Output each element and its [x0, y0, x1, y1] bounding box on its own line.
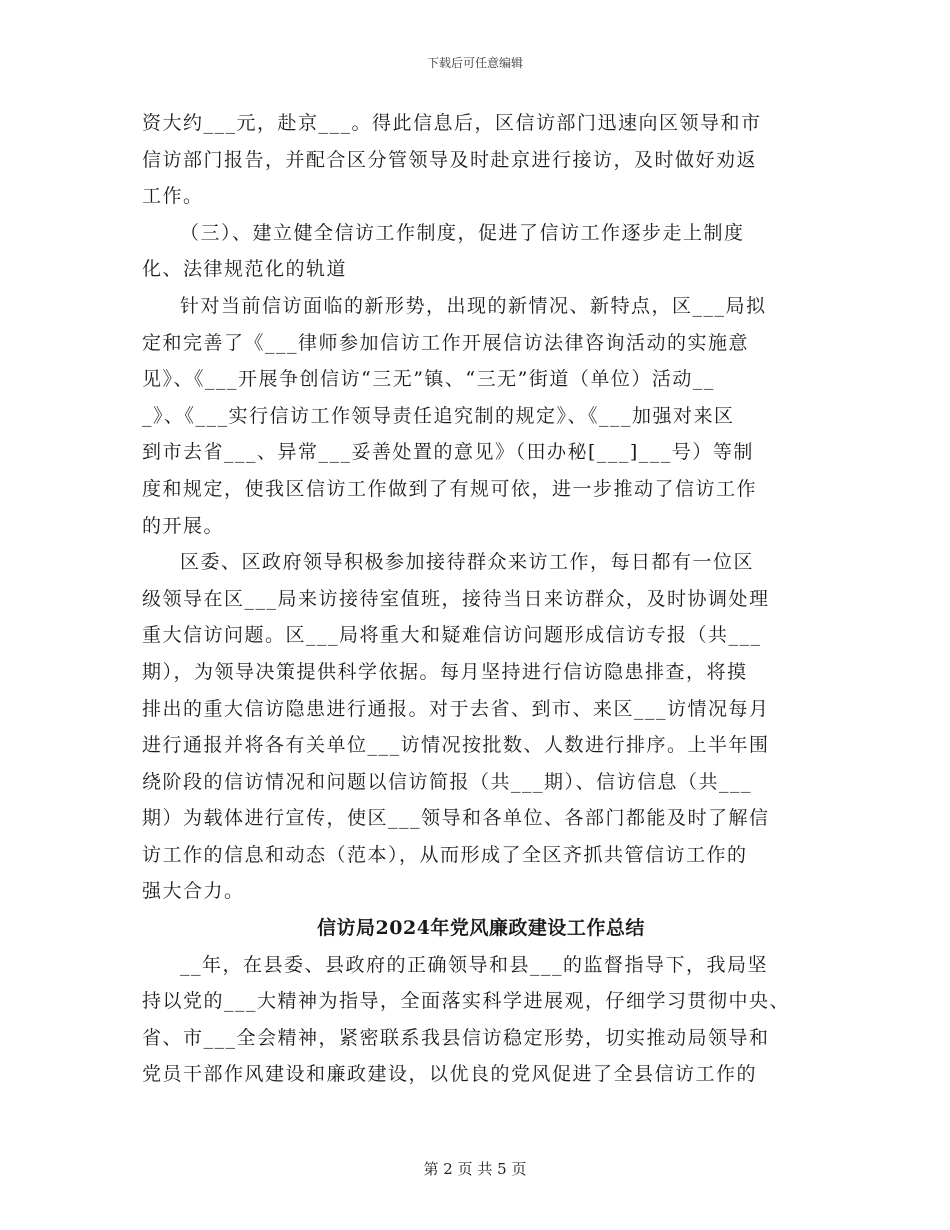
text-line: 持以党的___大精神为指导，全面落实科学进展观，仔细学习贯彻中央、: [142, 990, 791, 1013]
section-title: 信访局2024年党风廉政建设工作总结: [317, 917, 645, 940]
section-before-title: [142, 105, 810, 910]
text-line: 针对当前信访面临的新形势，出现的新情况、新特点，区___局拟: [180, 294, 767, 317]
text-line: 省、市___全会精神，紧密联系我县信访稳定形势，切实推动局领导和: [142, 1026, 770, 1049]
document-body: [142, 105, 810, 1093]
text-line: 期）为载体进行宣传，使区___领导和各单位、各部门都能及时了解信: [142, 807, 770, 830]
text-line: __年，在县委、县政府的正确领导和县___的监督指导下，我局坚: [180, 953, 769, 976]
text-line: 区委、区政府领导积极参加接待群众来访工作，每日都有一位区: [180, 551, 755, 574]
text-line: 到市去省___、异常___妥善处置的意见》（田办秘[___]___号）等制: [142, 441, 754, 464]
text-line: 定和完善了《___律师参加信访工作开展信访法律咨询活动的实施意: [142, 331, 750, 354]
text-line: 工作。: [142, 185, 204, 208]
text-line: 重大信访问题。区___局将重大和疑难信访问题形成信访专报（共___: [142, 624, 762, 647]
text-line: 度和规定，使我区信访工作做到了有规可依，进一步推动了信访工作: [142, 477, 758, 500]
text-line: 级领导在区___局来访接待室值班，接待当日来访群众，及时协调处理: [142, 587, 770, 610]
text-line: 见》、《___开展争创信访“三无”镇、“三无”街道（单位）活动__: [142, 368, 715, 391]
text-line: 的开展。: [142, 514, 225, 537]
text-line: 进行通报并将各有关单位___访情况按批数、人数进行排序。上半年围: [142, 734, 770, 757]
text-line: 访工作的信息和动态（范本），从而形成了全区齐抓共管信访工作的: [142, 843, 748, 866]
text-line: 信访部门报告，并配合区分管领导及时赴京进行接访，及时做好劝返: [142, 148, 758, 171]
text-line: （三）、建立健全信访工作制度，促进了信访工作逐步走上制度: [180, 221, 745, 244]
text-line: 绕阶段的信访情况和问题以信访简报（共___期）、信访信息（共___: [142, 770, 753, 793]
text-line: 强大合力。: [142, 880, 245, 903]
text-line: 排出的重大信访隐患进行通报。对于去省、到市、来区___访情况每月: [142, 697, 770, 720]
text-line: _》、《___实行信访工作领导责任追究制的规定》、《___加强对来区: [142, 404, 735, 427]
text-line: 资大约___元，赴京___。得此信息后，区信访部门迅速向区领导和市: [142, 112, 762, 134]
text-line: 党员干部作风建设和廉政建设，以优良的党风促进了全县信访工作的: [142, 1063, 758, 1086]
page-footer: 第 2 页 共 5 页: [423, 1160, 527, 1178]
page-header: 下载后可任意编辑: [426, 56, 523, 70]
section-after-title: [142, 947, 810, 1093]
text-line: 期），为领导决策提供科学依据。每月坚持进行信访隐患排查，将摸: [142, 660, 748, 683]
text-line: 化、法律规范化的轨道: [142, 258, 348, 281]
